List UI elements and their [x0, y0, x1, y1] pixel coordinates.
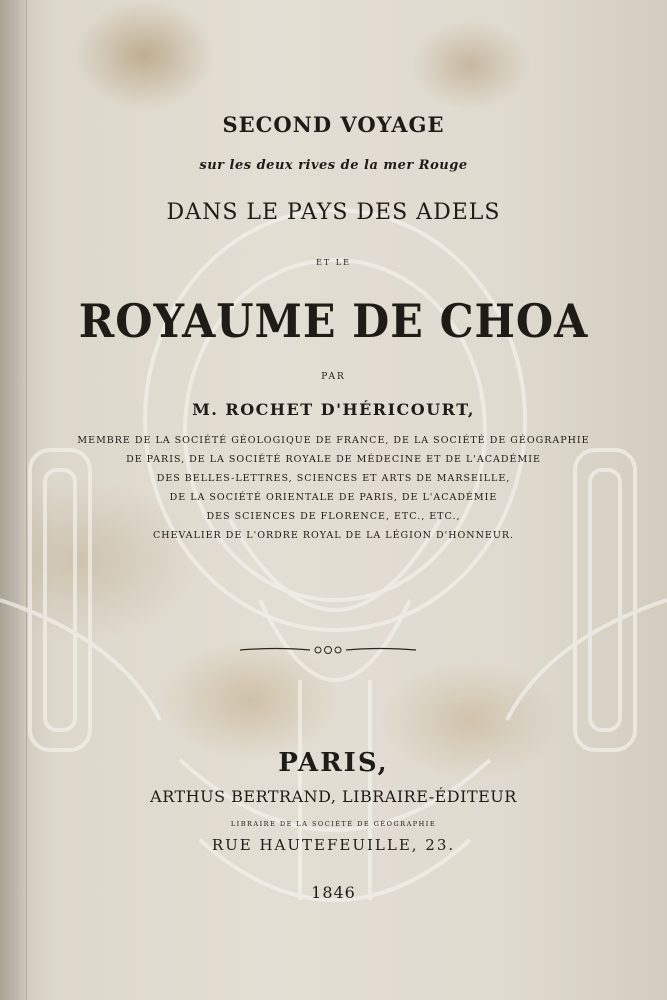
main-title: ROYAUME DE CHOA: [78, 294, 589, 348]
author-credential: DE LA SOCIÉTÉ ORIENTALE DE PARIS, DE L'ACADÉMIE: [169, 492, 498, 503]
publisher-city: PARIS,: [278, 748, 389, 778]
author-credential: MEMBRE DE LA SOCIÉTÉ GÉOLOGIQUE DE FRANCE, DE LA SOCIÉTÉ DE GÉOGRAPHIE: [77, 435, 590, 446]
author-credential: DE PARIS, DE LA SOCIÉTÉ ROYALE DE MÉDECINE ET DE L'ACADÉMIE: [126, 454, 541, 465]
title-line-second-voyage: SECOND VOYAGE: [222, 112, 445, 137]
title-line-red-sea: sur les deux rives de la mer Rouge: [199, 158, 468, 173]
author-credential: DES BELLES-LETTRES, SCIENCES ET ARTS DE MARSEILLE,: [156, 473, 511, 484]
title-line-et-le: ET LE: [316, 258, 351, 267]
publisher-note: LIBRAIRE DE LA SOCIÉTÉ DE GÉOGRAPHIE: [230, 820, 437, 828]
title-line-adels: DANS LE PAYS DES ADELS: [166, 200, 501, 225]
author-credential: DES SCIENCES DE FLORENCE, ETC., ETC.,: [206, 511, 461, 522]
ornamental-divider: [238, 642, 418, 658]
publisher-name: ARTHUS BERTRAND, LIBRAIRE-ÉDITEUR: [150, 787, 517, 806]
author-name: M. ROCHET D'HÉRICOURT,: [192, 400, 475, 419]
author-credential: CHEVALIER DE L'ORDRE ROYAL DE LA LÉGION D'HONNEUR.: [152, 530, 515, 541]
publication-year: 1846: [311, 883, 356, 902]
by-line: PAR: [321, 372, 346, 382]
publisher-address: RUE HAUTEFEUILLE, 23.: [211, 836, 456, 854]
